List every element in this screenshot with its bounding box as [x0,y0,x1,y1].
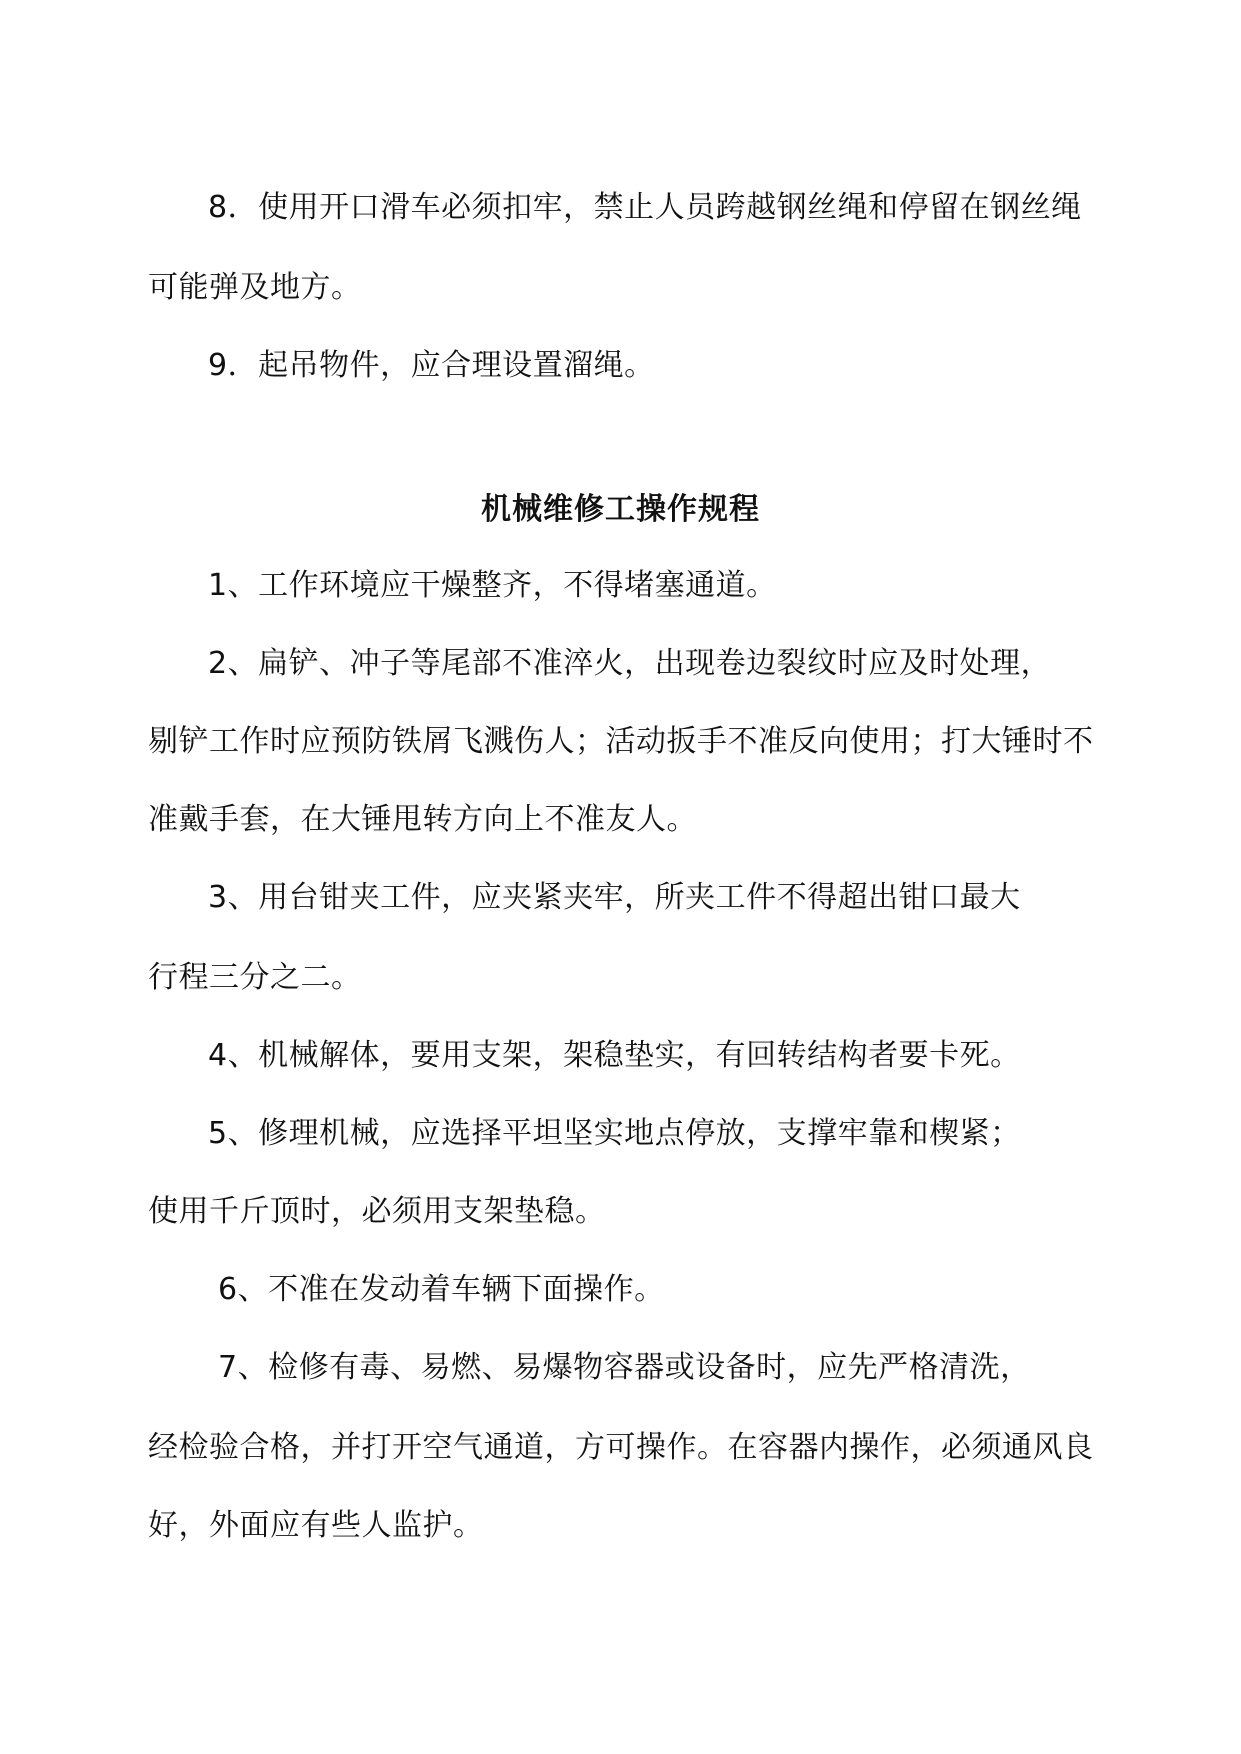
item-4: 4、机械解体，要用支架，架稳垫实，有回转结构者要卡死。 [208,1038,1021,1073]
item-6: 6、不准在发动着车辆下面操作。 [218,1272,665,1307]
section-title: 机械维修工操作规程 [481,492,760,527]
item-2-line-3: 准戴手套，在大锤甩转方向上不准友人。 [148,802,697,837]
item-7-line-3: 好，外面应有些人监护。 [148,1508,484,1543]
item-3-line-2: 行程三分之二。 [148,960,362,995]
item-3-line-1: 3、用台钳夹工件，应夹紧夹牢，所夹工件不得超出钳口最大 [208,880,1021,915]
item-2-line-2: 剔铲工作时应预防铁屑飞溅伤人；活动扳手不准反向使用；打大锤时不 [148,724,1094,759]
item-7-line-1: 7、检修有毒、易燃、易爆物容器或设备时，应先严格清洗， [218,1350,1031,1385]
item-1: 1、工作环境应干燥整齐，不得堵塞通道。 [208,568,777,603]
item-5-line-1: 5、修理机械，应选择平坦坚实地点停放，支撑牢靠和楔紧； [208,1116,1021,1151]
item-7-line-2: 经检验合格，并打开空气通道，方可操作。在容器内操作，必须通风良 [148,1430,1094,1465]
item-9: 9．起吊物件，应合理设置溜绳。 [208,348,655,383]
item-8-line-1: 8．使用开口滑车必须扣牢，禁止人员跨越钢丝绳和停留在钢丝绳 [208,190,1082,225]
item-5-line-2: 使用千斤顶时，必须用支架垫稳。 [148,1194,606,1229]
item-2-line-1: 2、扁铲、冲子等尾部不准淬火，出现卷边裂纹时应及时处理， [208,646,1052,681]
item-8-line-2: 可能弹及地方。 [148,270,362,305]
